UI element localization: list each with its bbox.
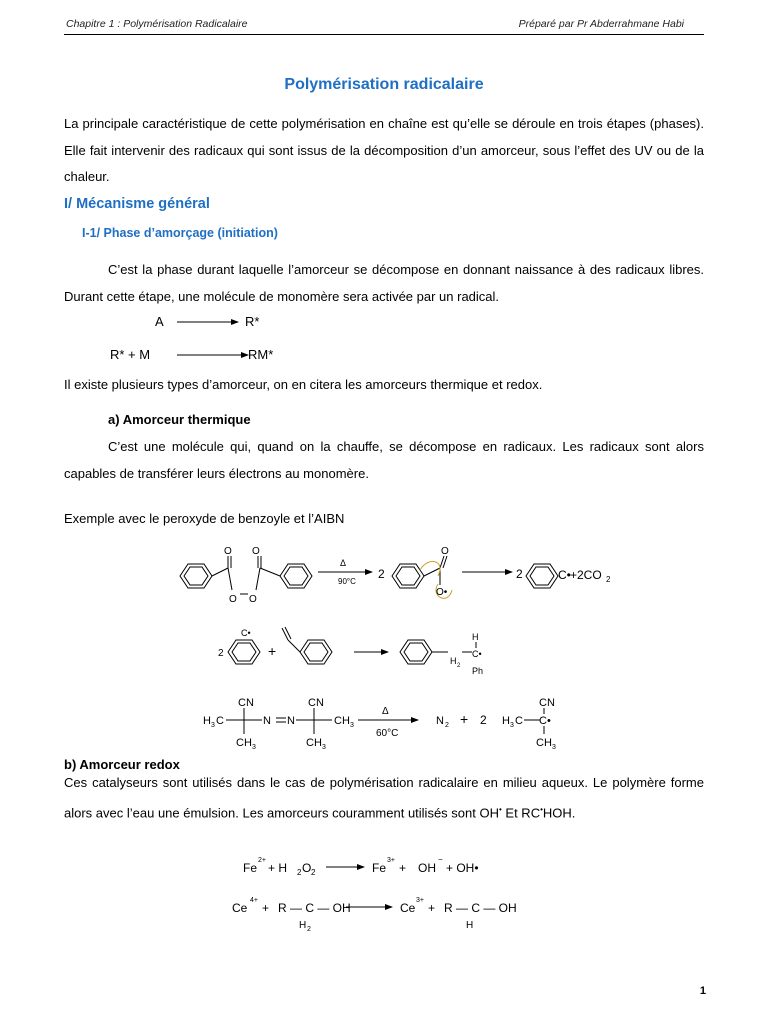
svg-text:C: C [515,715,523,727]
svg-text:C•: C• [241,628,251,638]
reaction-1-product: R* [245,314,260,329]
reaction-2-reactants: R* + M [110,347,151,362]
ch3-label-4: CH [536,737,552,749]
svg-text:+: + [399,861,407,875]
svg-text:3: 3 [252,744,256,751]
svg-text:+: + [460,711,469,727]
delta-label-2: Δ [382,706,389,717]
svg-text:+: + [268,643,277,659]
header-chapter: Chapitre 1 : Polymérisation Radicalaire [66,18,248,30]
svg-text:O: O [441,546,449,557]
svg-text:C: C [216,715,224,727]
coef-styrene: 2 [218,648,224,659]
svg-text:H: H [299,920,307,931]
reaction-2-product: RM* [248,347,274,362]
svg-text:H: H [472,632,479,642]
styrene-addition-scheme [228,627,476,664]
cn-label-1: CN [238,697,254,709]
benzene-ring-icon [180,564,212,588]
svg-text:C•: C• [472,649,482,659]
svg-text:2: 2 [297,868,302,877]
svg-text:3+: 3+ [416,897,424,904]
intro-paragraph: La principale caractéristique de cette polymérisation en chaîne est qu’elle se déroule en trois étapes (phases). Elle fait intervenir des radicaux qui sont issus de la décomposition d’un amorceur, sous l’effet des UV ou de la chaleur. [64,116,704,184]
svg-text:C•: C• [558,568,571,582]
cn-label-3: CN [539,697,555,709]
ce3-label: Ce [400,901,416,915]
oh-radical-label: + OH• [446,861,479,875]
svg-text:3+: 3+ [387,857,395,864]
svg-text:H: H [466,920,474,931]
h3c-label-1: H [203,715,211,727]
h3c-label-2: H [502,715,510,727]
ch3-label-2: CH [236,737,252,749]
benzene-ring-icon [228,640,260,664]
redox-labels [232,855,517,933]
fe2-label: Fe [243,861,258,875]
benzene-ring-icon [400,640,432,664]
h2o2-label: + H [268,861,288,875]
redox-text-3: HOH. [542,804,576,820]
svg-text:+: + [428,901,436,915]
delta-label: Δ [340,558,347,568]
svg-text:3: 3 [322,744,326,751]
ch3-label-1: CH [334,715,350,727]
co2-subscript: 2 [606,575,611,584]
header-author: Préparé par Pr Abderrahmane Habi [518,18,684,30]
svg-text:3: 3 [510,722,514,729]
svg-text:C•: C• [539,715,551,727]
svg-text:2: 2 [445,722,449,729]
co2-label: +2CO [570,568,602,582]
ph-label: Ph [472,666,484,676]
temp-label-1: 90°C [338,577,356,586]
svg-text:O: O [224,546,232,557]
svg-text:3: 3 [552,744,556,751]
svg-text:O•: O• [436,587,448,598]
fe3-label: Fe [372,861,387,875]
svg-text:2: 2 [311,868,316,877]
temp-label-2: 60°C [376,728,399,739]
benzene-ring-icon [280,564,312,588]
svg-text:3: 3 [211,722,215,729]
redox-text-1: Ces catalyseurs sont utilisés dans le cas de polymérisation radicalaire en milieu aqueux. Le polymère forme alors avec l’eau une émulsion. Les amorceurs couramment utilisés sont OH [64,775,704,820]
benzoyl-peroxide-scheme [180,556,558,598]
aibn-labels [203,697,556,751]
svg-text:O: O [252,546,260,557]
initiation-paragraph: C’est la phase durant laquelle l’amorceur se décompose en donnant naissance à des radicaux libres. Durant cette étape, une molécule de monomère sera activée par un radical. [64,262,704,304]
svg-text:3: 3 [350,722,354,729]
redox-text-2: Et RC [501,804,541,820]
benzene-ring-icon [300,640,332,664]
svg-text:O: O [249,594,257,605]
svg-text:2+: 2+ [258,857,266,864]
thermal-heading: a) Amorceur thermique [108,412,251,427]
svg-text:2: 2 [457,663,461,669]
benzene-ring-icon [392,564,424,588]
page-title: Polymérisation radicalaire [284,76,484,93]
svg-text:N: N [263,715,271,727]
svg-text:−: − [438,855,443,864]
r-c-oh-label-1: R — C — OH [278,901,351,915]
redox-sup-2: • [540,804,543,814]
ch3-label-3: CH [306,737,322,749]
svg-text:2: 2 [307,926,311,933]
coef-aibn: 2 [480,713,487,727]
example-text: Exemple avec le peroxyde de benzoyle et l’AIBN [64,511,345,526]
r-c-oh-label-2: R — C — OH [444,901,517,915]
benzene-ring-icon [526,564,558,588]
initiator-types-text: Il existe plusieurs types d’amorceur, on en citera les amorceurs thermique et redox. [64,377,543,392]
benzoyl-labels [224,546,611,605]
coef-2: 2 [378,567,385,581]
section-heading: I/ Mécanisme général [64,196,210,212]
ce4-label: Ce [232,901,248,915]
svg-text:4+: 4+ [250,897,258,904]
cn-label-2: CN [308,697,324,709]
redox-sup-1: • [498,804,502,814]
svg-text:O: O [229,594,237,605]
thermal-paragraph: C’est une molécule qui, quand on la chauffe, se décompose en radicaux. Les radicaux sont alors capables de transférer leurs électrons au monomère. [64,439,704,481]
svg-text:N: N [287,715,295,727]
reaction-1-reactant: A [155,314,164,329]
redox-heading: b) Amorceur redox [64,757,180,772]
page-number: 1 [699,985,706,997]
svg-text:+: + [262,901,270,915]
svg-text:H: H [450,656,457,666]
n2-label: N [436,715,444,727]
subsection-heading: I-1/ Phase d’amorçage (initiation) [82,226,278,240]
svg-text:O: O [302,861,312,875]
oh-ion-label: OH [418,861,436,875]
coef-2b: 2 [516,567,523,581]
